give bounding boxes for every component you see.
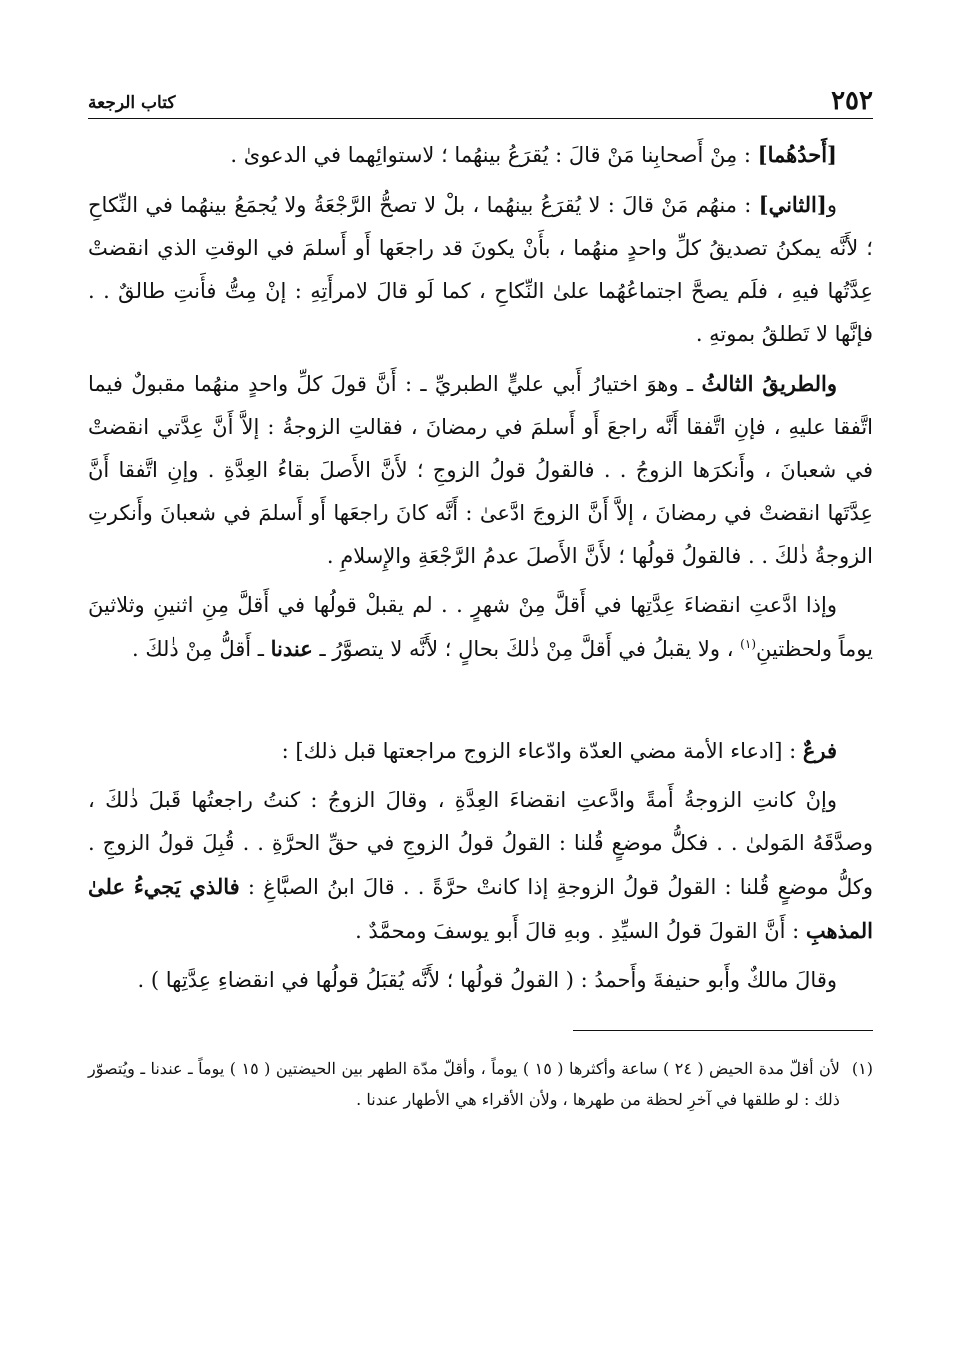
page-number: ٢٥٢ (831, 86, 873, 116)
paragraph-second (88, 183, 873, 356)
paragraph-text: وقالَ مالكٌ وأَبو حنيفةَ وأَحمدُ : ( القولُ قولُها ؛ لأَنَّه يُقبَلُ قولُها في انقضاءِ عِدَّتِها ) . (137, 968, 837, 992)
footnote (88, 1053, 873, 1115)
paragraph-lead: [الثاني] (758, 192, 827, 217)
paragraph-text-end: : أَنَّ القولَ قولُ السيِّدِ . وبهِ قالَ أَبو يوسفَ ومحمَّدٌ . (355, 919, 806, 943)
paragraph-text-end: ـ أَقلُّ مِنْ ذٰلكَ . (131, 637, 271, 661)
paragraph-text: وإنْ كانتِ الزوجةُ أَمةً وادَّعتِ انقضاءَ العِدَّةِ ، وقالَ الزوجُ : كنتُ راجعتُها قَبلَ ذٰلكَ ، وصدَّقَهُ المَولىٰ . . فكلُّ موضعٍ قُلنا : القولُ قولُ الزوجِ في حقِّ الحرَّةِ . . قُبِلَ قولُ الزوجِ . وكلُّ موضعٍ قُلنا : القولُ قولُ الزوجةِ إذا كانتْ حرَّةً . . قالَ ابنُ الصبَّاغِ : (88, 788, 873, 899)
footnote-number: (١) (851, 1059, 873, 1078)
paragraph-bold-term: عندنا (270, 636, 313, 661)
paragraph-lead: والطريقُ الثالثُ (701, 371, 837, 396)
paragraph-lead-prefix: و (826, 193, 837, 217)
footnote-text: لأن أقلّ مدة الحيض ( ٢٤ ) ساعة وأكثرها ( ١٥ ) يوماً ، وأقلّ مدّة الطهر بين الحيضتين ( ١٥ ) يوماً ـ عندنا ـ ويُتصوّر ذلك : لو طلقها في آخرِ لحظة من طهرها ، ولأن الأقراء هي الأطهار عندنا . (88, 1059, 840, 1109)
paragraph-other-schools (88, 959, 873, 1002)
paragraph-slave-wife (88, 779, 873, 953)
paragraph-iddah-claim (88, 584, 873, 671)
paragraph-text: : مِنْ أَصحابِنا مَنْ قالَ : يُقرَعُ بينهُما ؛ لاستوائِهما في الدعوىٰ . (230, 143, 758, 167)
paragraph-text: : منهُم مَنْ قالَ : لا يُقرَعُ بينهُما ، بلْ لا تصحُّ الرَّجْعَةُ ولا يُجمَعُ بينهُما في النِّكاحِ ؛ لأَنَّه يمكنُ تصديقُ كلِّ واحدٍ منهُما ، بأَنْ يكونَ قد راجعَها أَو أَسلمَ في الوقتِ الذي انقضتْ عِدَّتُها فيهِ ، فلَم يصحَّ اجتماعُهُما علىٰ النِّكاحِ ، كما لَو قالَ لامرأَتِهِ : إنْ مِتُّ فأَنتِ طالقٌ . . فإنَّها لا تَطلقُ بموتهِ . (88, 193, 873, 346)
section-heading-far (88, 729, 873, 773)
paragraph-third-way (88, 362, 873, 578)
footnote-divider (573, 1030, 873, 1031)
paragraph-text-after: ، ولا يقبلُ في أَقلَّ مِنْ ذٰلكَ بحالٍ ؛ لأَنَّه لا يتصوَّرُ ـ (312, 637, 741, 661)
section-lead: فرعٌ (802, 738, 837, 763)
footnote-reference[interactable]: (١) (740, 637, 756, 651)
paragraph-bold-term: فالذي يَجيءُ علىٰ المذهبِ (88, 874, 873, 943)
paragraph-first (88, 133, 873, 177)
page (88, 70, 873, 1115)
paragraph-lead: [أَحدُهُما] (757, 142, 837, 167)
running-title: كتاب الرجعة (88, 93, 176, 113)
paragraph-text: وإذا ادَّعتِ انقضاءَ عِدَّتِها في أَقلَّ مِنْ شهرٍ . . لم يقبلْ قولُها في أَقلَّ مِنِ اثنينِ وثلاثينَ يوماً ولحظتينِ (88, 593, 873, 661)
section-title: : [ادعاء الأمة مضي العدّة وادّعاء الزوج مراجعتها قبل ذلك] : (281, 739, 803, 763)
page-header (88, 70, 873, 119)
paragraph-text: ـ وهوَ اختيارُ أَبي عليٍّ الطبريِّ ـ : أَنَّ قولَ كلِّ واحدٍ منهُما مقبولٌ فيما اتَّفقا عليهِ ، فإنِ اتَّفقا أَنَّه راجعَ أَو أَسلمَ في رمضانَ ، فقالتِ الزوجةُ : إلاَّ أَنَّ عِدَّتي انقضتْ في شعبانَ ، وأَنكرَها الزوجُ . . فالقولُ قولُ الزوجِ ؛ لأَنَّ الأَصلَ بقاءُ العِدَّةِ . وإنِ اتَّفقا أَنَّ عِدَّتَها انقضتْ في رمضانَ ، إلاَّ أَنَّ الزوجَ ادَّعىٰ : أَنَّه كانَ راجعَها أَو أَسلمَ في شعبانَ وأَنكرتِ الزوجةُ ذٰلكَ . . فالقولُ قولُها ؛ لأَنَّ الأَصلَ عدمُ الرَّجْعَةِ والإِسلامِ . (88, 372, 873, 568)
body-text (88, 133, 873, 1002)
